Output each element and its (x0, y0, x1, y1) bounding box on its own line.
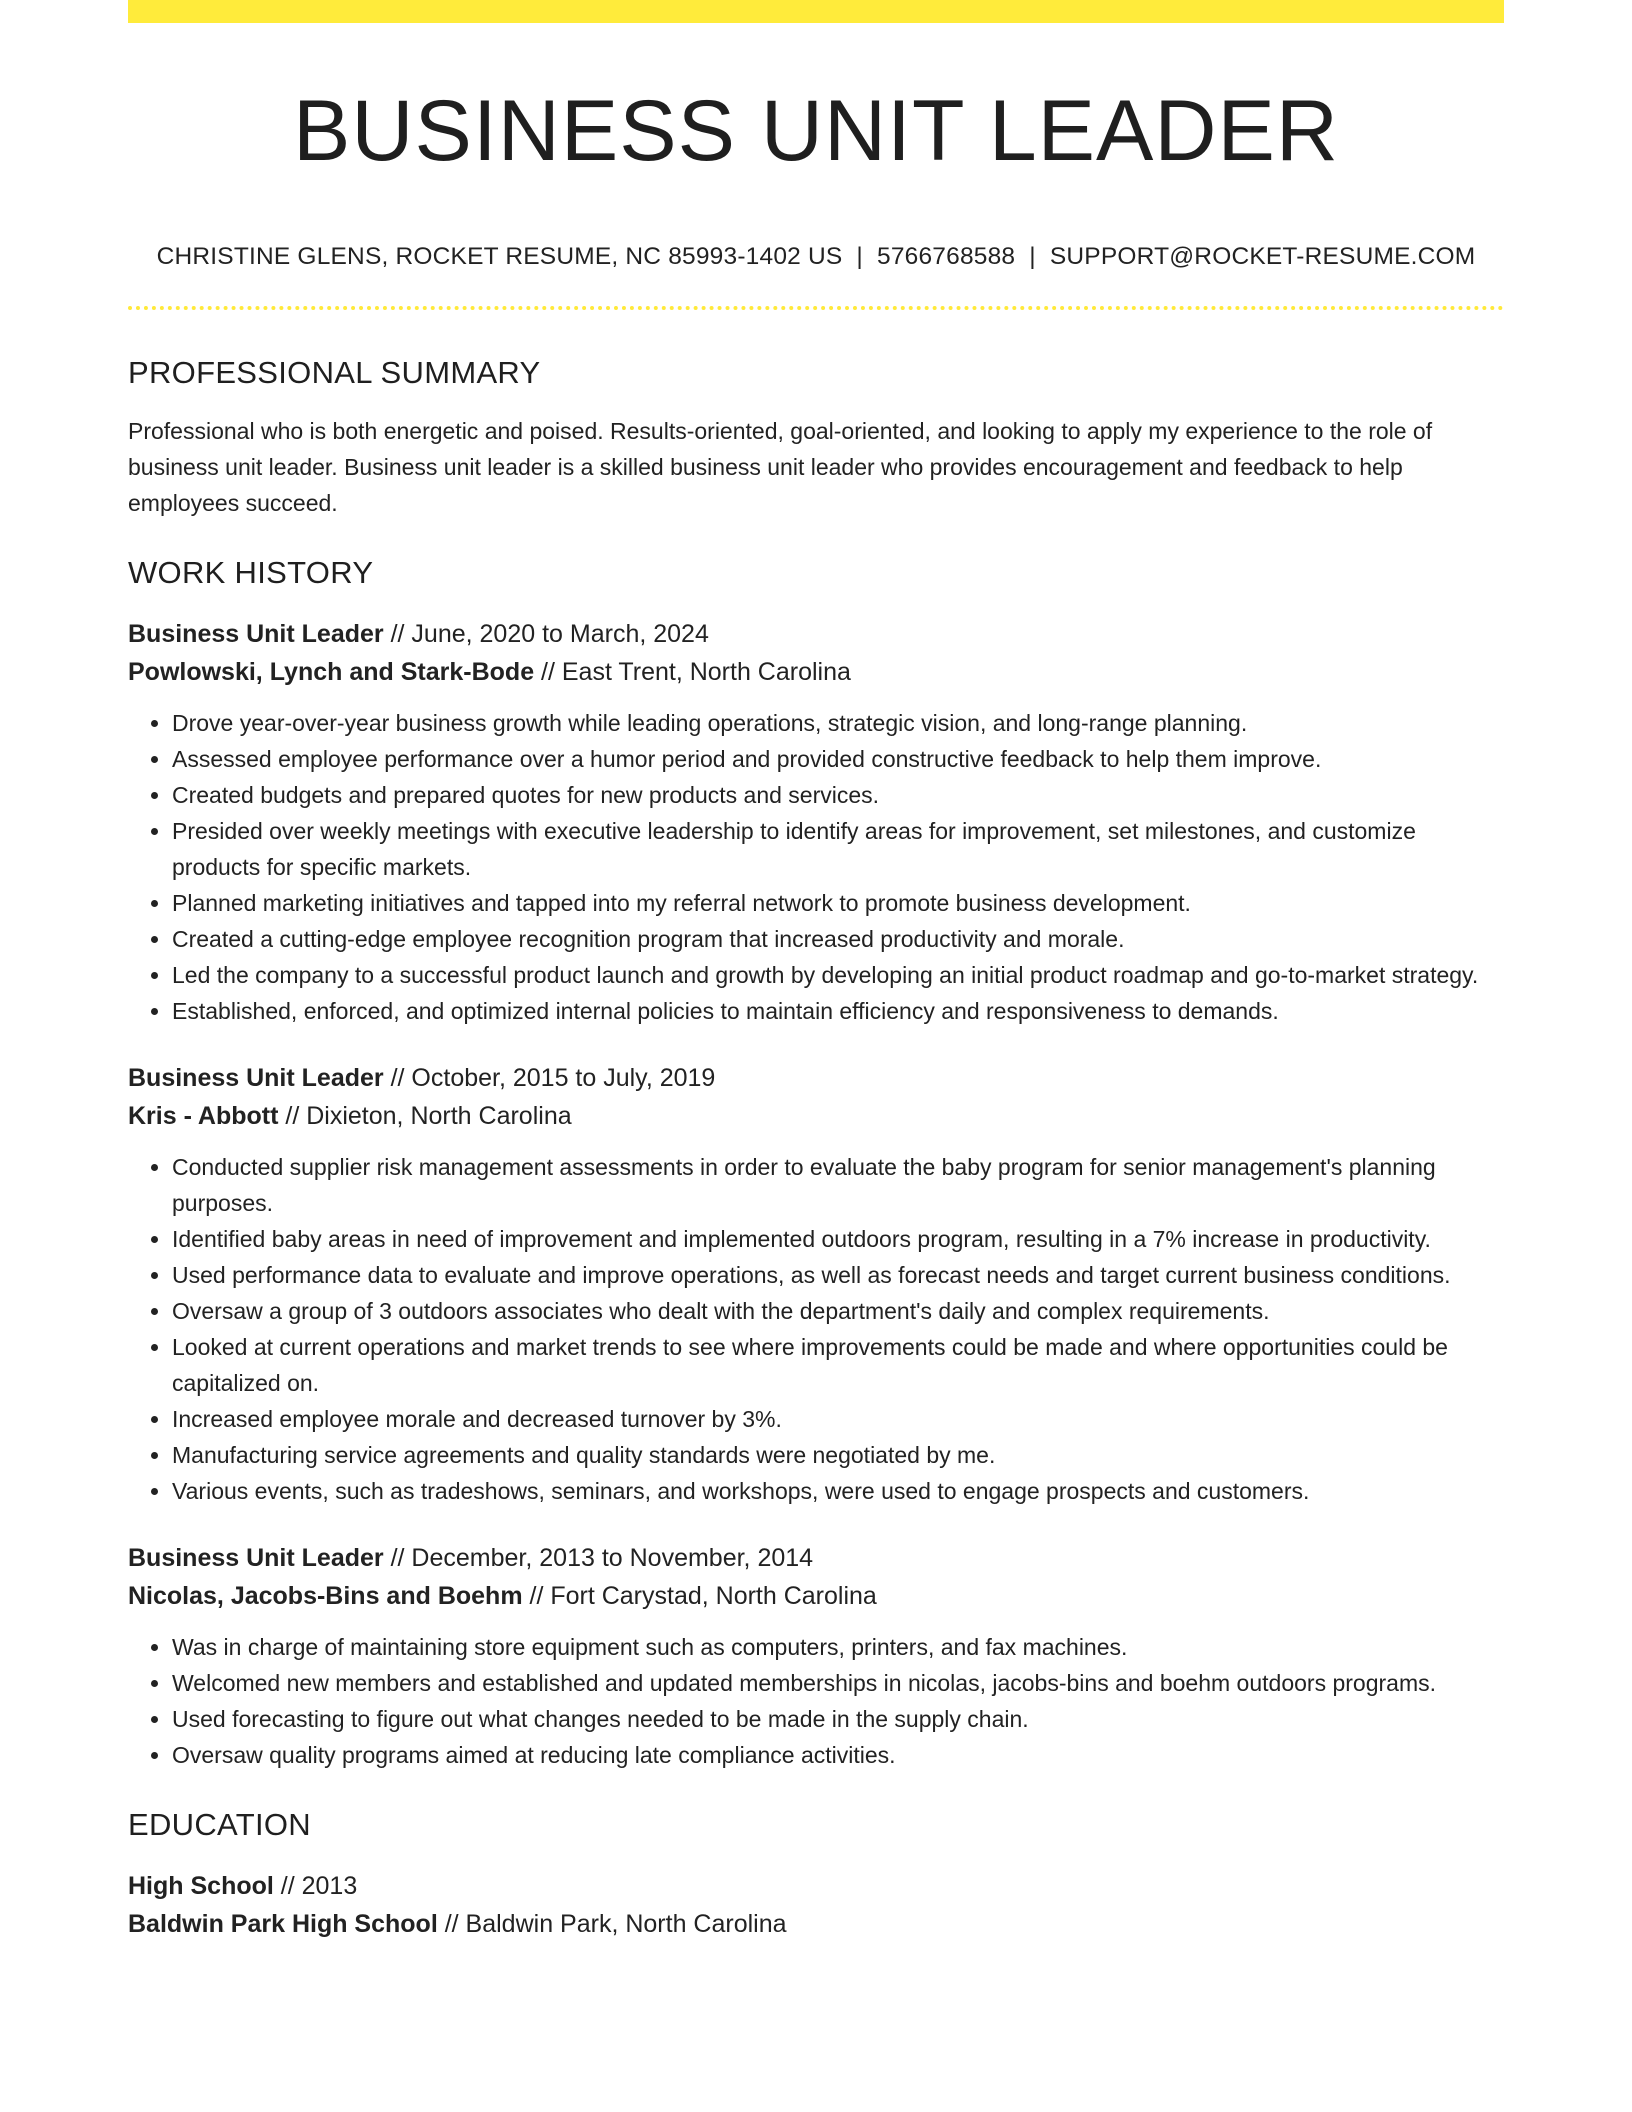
job-bullet: • Oversaw quality programs aimed at reducing late compliance activities. (172, 1737, 1504, 1773)
job-bullet: • Looked at current operations and market trends to see where improvements could be made and where opportunities could be capitalized on. (172, 1329, 1504, 1401)
contact-phone: 5766768588 (877, 243, 1016, 270)
summary-text: Professional who is both energetic and poised. Results-oriented, goal-oriented, and looking to apply my experience to the role of business unit leader. Business unit leader is a skilled business unit leader who provides encouragement and feedback to help employees succeed. (128, 418, 1433, 516)
job-role-line (128, 1059, 1504, 1097)
job-company-line (128, 1097, 1504, 1135)
education-location: // Baldwin Park, North Carolina (437, 1910, 787, 1938)
job-company: Kris - Abbott (128, 1102, 279, 1130)
education-degree-line (128, 1867, 1504, 1905)
job-bullet: • Created a cutting-edge employee recognition program that increased productivity and morale. (172, 921, 1504, 957)
job-bullet: • Was in charge of maintaining store equipment such as computers, printers, and fax machines. (172, 1629, 1504, 1665)
job-company: Powlowski, Lynch and Stark-Bode (128, 658, 535, 686)
section-title-work-history: WORK HISTORY (128, 555, 374, 590)
job-role-line (128, 615, 1504, 653)
job-location: // East Trent, North Carolina (534, 658, 851, 686)
job-role: Business Unit Leader (128, 1544, 384, 1572)
section-title-education: EDUCATION (128, 1807, 311, 1842)
contact-separator: | (1029, 243, 1036, 270)
job-entry (128, 1539, 1504, 1773)
job-company-line (128, 653, 1504, 691)
job-bullet: • Conducted supplier risk management assessments in order to evaluate the baby program for senior management's planning purposes. (172, 1149, 1504, 1221)
job-bullet: • Oversaw a group of 3 outdoors associates who dealt with the department's daily and complex requirements. (172, 1293, 1504, 1329)
job-location: // Fort Carystad, North Carolina (522, 1582, 877, 1610)
job-bullet: • Identified baby areas in need of improvement and implemented outdoors program, resulting in a 7% increase in productivity. (172, 1221, 1504, 1257)
job-entry (128, 615, 1504, 1029)
education-entry (128, 1867, 1504, 1943)
resume-title: BUSINESS UNIT LEADER (293, 83, 1339, 179)
education-degree: High School (128, 1872, 274, 1900)
job-bullet: • Presided over weekly meetings with executive leadership to identify areas for improvement, set milestones, and customize products for specific markets. (172, 813, 1504, 885)
job-company: Nicolas, Jacobs-Bins and Boehm (128, 1582, 523, 1610)
job-bullet: • Assessed employee performance over a humor period and provided constructive feedback to help them improve. (172, 741, 1504, 777)
education-year: // 2013 (273, 1872, 358, 1900)
job-dates: // June, 2020 to March, 2024 (383, 620, 709, 648)
job-bullet: • Led the company to a successful product launch and growth by developing an initial product roadmap and go-to-market strategy. (172, 957, 1504, 993)
job-bullets (128, 1149, 1504, 1509)
job-bullet: • Planned marketing initiatives and tapped into my referral network to promote business development. (172, 885, 1504, 921)
job-bullet: • Various events, such as tradeshows, seminars, and workshops, were used to engage prospects and customers. (172, 1473, 1504, 1509)
job-bullets (128, 1629, 1504, 1773)
job-bullet: • Used performance data to evaluate and improve operations, as well as forecast needs and target current business conditions. (172, 1257, 1504, 1293)
job-bullet: • Established, enforced, and optimized internal policies to maintain efficiency and responsiveness to demands. (172, 993, 1504, 1029)
education-school-line (128, 1905, 1504, 1943)
dotted-divider (128, 306, 1504, 310)
section-title-summary: PROFESSIONAL SUMMARY (128, 355, 541, 390)
job-bullet: • Manufacturing service agreements and quality standards were negotiated by me. (172, 1437, 1504, 1473)
job-role-line (128, 1539, 1504, 1577)
contact-address: CHRISTINE GLENS, ROCKET RESUME, NC 85993-1402 US (156, 243, 843, 270)
job-location: // Dixieton, North Carolina (278, 1102, 572, 1130)
job-company-line (128, 1577, 1504, 1615)
education-school: Baldwin Park High School (128, 1910, 438, 1938)
job-bullet: • Drove year-over-year business growth while leading operations, strategic vision, and long-range planning. (172, 705, 1504, 741)
resume-content (128, 0, 1504, 1943)
contact-line (128, 242, 1504, 272)
contact-email: SUPPORT@ROCKET-RESUME.COM (1049, 243, 1476, 270)
job-bullet: • Welcomed new members and established and updated memberships in nicolas, jacobs-bins and boehm outdoors programs. (172, 1665, 1504, 1701)
job-bullet: • Used forecasting to figure out what changes needed to be made in the supply chain. (172, 1701, 1504, 1737)
job-bullet: • Increased employee morale and decreased turnover by 3%. (172, 1401, 1504, 1437)
job-role: Business Unit Leader (128, 620, 384, 648)
job-dates: // October, 2015 to July, 2019 (383, 1064, 716, 1092)
job-dates: // December, 2013 to November, 2014 (383, 1544, 814, 1572)
job-bullets (128, 705, 1504, 1029)
job-bullet: • Created budgets and prepared quotes for new products and services. (172, 777, 1504, 813)
job-role: Business Unit Leader (128, 1064, 384, 1092)
job-entry (128, 1059, 1504, 1509)
contact-separator: | (856, 243, 863, 270)
